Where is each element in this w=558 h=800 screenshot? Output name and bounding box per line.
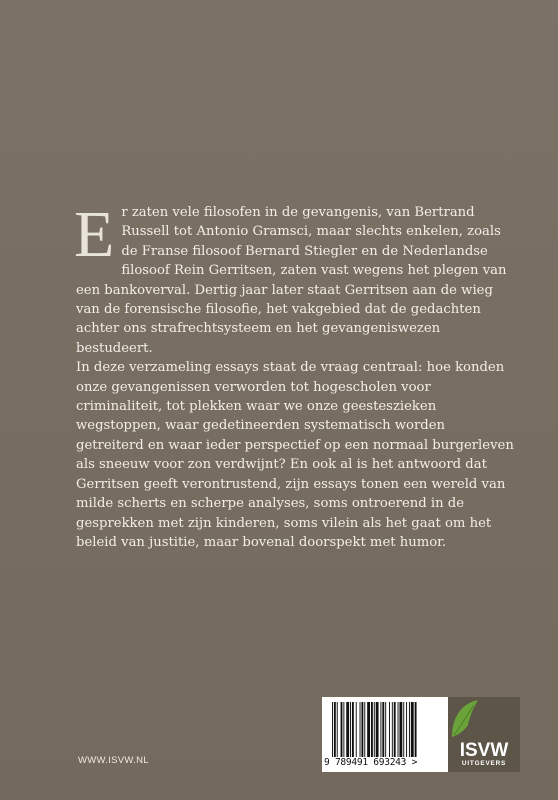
barcode-bar [415,702,417,757]
barcode-bar [356,702,357,757]
barcode-bar [398,702,399,757]
barcode-bar [341,702,343,757]
publisher-subtitle: UITGEVERS [461,760,507,767]
barcode-bar [376,702,379,757]
paragraph-1-text: r zaten vele filosofen in de gevangenis, van Bertrand Russell tot Antonio Gramsci, maar slechts enkelen, zoals de Franse filosoof Bernard Stiegler en de Nederlandse filosoof Rein Gerritsen, zaten vast wegens het plegen van een bankoverval. Dertig jaar later staat Gerritsen aan de wieg van de forensische filosofie, het vakgebied dat de gedachten achter ons strafrechtsysteem en het gevangeniswezen bestudeert. [76,205,507,356]
barcode-bar [380,702,381,757]
leaf-icon [448,697,520,741]
blurb-text [74,198,516,552]
barcode-bar [406,702,407,757]
barcode-bar [374,702,375,757]
publisher-name: ISVW [459,740,509,761]
publisher-logo [448,697,520,772]
barcode-bar [352,702,354,757]
barcode-bar [389,702,390,757]
barcode-bar [337,702,338,757]
barcode-bar [399,702,402,757]
barcode-bar [411,702,414,757]
barcode-bar [361,702,363,757]
barcode-bar [403,702,404,757]
barcode-bar [394,702,396,757]
barcode-bar [346,702,349,757]
barcode-bar [382,702,384,757]
barcode-bar [385,702,386,757]
barcode-bar [334,702,336,757]
barcode-bar [409,702,410,757]
barcode-bar [332,702,333,757]
blurb-paragraph-2: In deze verzameling essays staat de vraag centraal: hoe konden onze gevangenissen verworden tot hogescholen voor criminaliteit, tot plekken waar we onze geesteszieken wegstoppen, waar gedetineerden systematisch worden getreiterd en waar ieder perspectief op een normaal burgerleven als sneeuw voor zon verdwijnt? En ook al is het antwoord dat Gerritsen geeft verontrustend, zijn essays tonen een wereld van milde scherts en scherpe analyses, soms ontroerend in de gesprekken met zijn kinderen, soms vilein als het gaat om het beleid van justitie, maar bovenal doorspekt met humor. [76,360,514,550]
barcode-bar [360,702,361,757]
barcode-bars [330,702,440,757]
drop-cap: E [74,198,115,271]
barcode-bar [343,702,344,757]
barcode-bar [371,702,373,757]
barcode-bar [367,702,370,757]
barcode-bar [364,702,365,757]
isbn-barcode [322,697,448,772]
isbn-number: 9 789491 693243 > [324,757,418,768]
barcode-bar [392,702,393,757]
barcode-bar [350,702,351,757]
publisher-website: WWW.ISVW.NL [78,755,149,766]
blurb-paragraph-1 [74,198,516,358]
